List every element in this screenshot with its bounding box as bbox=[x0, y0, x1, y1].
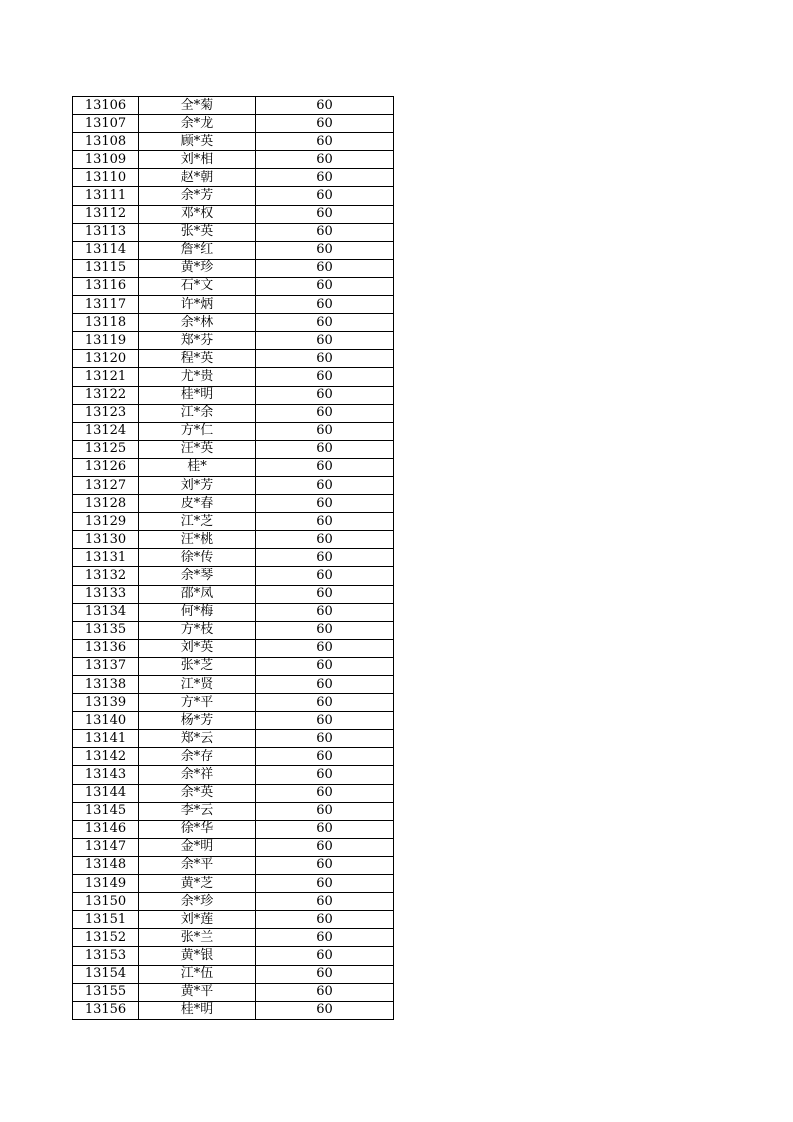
id-cell: 13137 bbox=[73, 657, 139, 675]
id-cell: 13141 bbox=[73, 730, 139, 748]
id-cell: 13121 bbox=[73, 368, 139, 386]
table-row bbox=[73, 476, 394, 494]
table-row bbox=[73, 893, 394, 911]
id-cell: 13151 bbox=[73, 911, 139, 929]
name-cell: 汪*英 bbox=[139, 440, 256, 458]
id-cell: 13148 bbox=[73, 856, 139, 874]
id-cell: 13135 bbox=[73, 621, 139, 639]
table-row bbox=[73, 531, 394, 549]
table-row bbox=[73, 133, 394, 151]
score-cell: 60 bbox=[256, 458, 394, 476]
name-cell: 方*仁 bbox=[139, 422, 256, 440]
id-cell: 13123 bbox=[73, 404, 139, 422]
score-cell: 60 bbox=[256, 802, 394, 820]
score-cell: 60 bbox=[256, 947, 394, 965]
name-cell: 江*贤 bbox=[139, 676, 256, 694]
id-cell: 13134 bbox=[73, 603, 139, 621]
id-cell: 13113 bbox=[73, 223, 139, 241]
table-row bbox=[73, 748, 394, 766]
score-cell: 60 bbox=[256, 748, 394, 766]
id-cell: 13120 bbox=[73, 350, 139, 368]
table-row bbox=[73, 422, 394, 440]
table-row bbox=[73, 911, 394, 929]
id-cell: 13153 bbox=[73, 947, 139, 965]
name-cell: 金*明 bbox=[139, 838, 256, 856]
id-cell: 13110 bbox=[73, 169, 139, 187]
table-row bbox=[73, 929, 394, 947]
name-cell: 李*云 bbox=[139, 802, 256, 820]
score-cell: 60 bbox=[256, 567, 394, 585]
id-cell: 13116 bbox=[73, 277, 139, 295]
table-row bbox=[73, 856, 394, 874]
id-cell: 13107 bbox=[73, 115, 139, 133]
id-cell: 13136 bbox=[73, 639, 139, 657]
table-row bbox=[73, 585, 394, 603]
table-row bbox=[73, 567, 394, 585]
table-row bbox=[73, 983, 394, 1001]
name-cell: 余*芳 bbox=[139, 187, 256, 205]
table-row bbox=[73, 241, 394, 259]
table-row bbox=[73, 115, 394, 133]
table-row bbox=[73, 277, 394, 295]
name-cell: 余*珍 bbox=[139, 893, 256, 911]
id-cell: 13144 bbox=[73, 784, 139, 802]
id-cell: 13129 bbox=[73, 513, 139, 531]
name-cell: 方*平 bbox=[139, 694, 256, 712]
id-cell: 13109 bbox=[73, 151, 139, 169]
name-cell: 程*英 bbox=[139, 350, 256, 368]
table-row bbox=[73, 603, 394, 621]
name-cell: 许*炳 bbox=[139, 296, 256, 314]
table-row bbox=[73, 495, 394, 513]
table-row bbox=[73, 187, 394, 205]
id-cell: 13124 bbox=[73, 422, 139, 440]
name-cell: 徐*华 bbox=[139, 820, 256, 838]
id-cell: 13140 bbox=[73, 712, 139, 730]
table-row bbox=[73, 296, 394, 314]
name-cell: 郑*芬 bbox=[139, 332, 256, 350]
score-cell: 60 bbox=[256, 422, 394, 440]
id-cell: 13118 bbox=[73, 314, 139, 332]
table-row bbox=[73, 223, 394, 241]
table-row bbox=[73, 169, 394, 187]
id-cell: 13132 bbox=[73, 567, 139, 585]
table-row bbox=[73, 621, 394, 639]
name-cell: 汪*桃 bbox=[139, 531, 256, 549]
score-cell: 60 bbox=[256, 296, 394, 314]
score-cell: 60 bbox=[256, 712, 394, 730]
score-cell: 60 bbox=[256, 820, 394, 838]
id-cell: 13139 bbox=[73, 694, 139, 712]
name-cell: 余*龙 bbox=[139, 115, 256, 133]
id-cell: 13146 bbox=[73, 820, 139, 838]
table-row bbox=[73, 332, 394, 350]
name-cell: 尤*贵 bbox=[139, 368, 256, 386]
name-cell: 邵*凤 bbox=[139, 585, 256, 603]
name-cell: 江*芝 bbox=[139, 513, 256, 531]
id-cell: 13155 bbox=[73, 983, 139, 1001]
name-cell: 詹*红 bbox=[139, 241, 256, 259]
score-cell: 60 bbox=[256, 476, 394, 494]
score-cell: 60 bbox=[256, 133, 394, 151]
score-cell: 60 bbox=[256, 531, 394, 549]
score-cell: 60 bbox=[256, 585, 394, 603]
table-row bbox=[73, 838, 394, 856]
id-cell: 13131 bbox=[73, 549, 139, 567]
table-row bbox=[73, 947, 394, 965]
table-row bbox=[73, 314, 394, 332]
name-cell: 余*琴 bbox=[139, 567, 256, 585]
id-cell: 13154 bbox=[73, 965, 139, 983]
id-cell: 13117 bbox=[73, 296, 139, 314]
id-cell: 13119 bbox=[73, 332, 139, 350]
table-row bbox=[73, 820, 394, 838]
score-cell: 60 bbox=[256, 169, 394, 187]
table-row bbox=[73, 404, 394, 422]
name-cell: 杨*芳 bbox=[139, 712, 256, 730]
id-cell: 13122 bbox=[73, 386, 139, 404]
data-table bbox=[72, 96, 394, 1020]
name-cell: 皮*春 bbox=[139, 495, 256, 513]
score-cell: 60 bbox=[256, 151, 394, 169]
table-row bbox=[73, 784, 394, 802]
id-cell: 13112 bbox=[73, 205, 139, 223]
name-cell: 余*林 bbox=[139, 314, 256, 332]
score-cell: 60 bbox=[256, 875, 394, 893]
score-cell: 60 bbox=[256, 603, 394, 621]
name-cell: 赵*朝 bbox=[139, 169, 256, 187]
name-cell: 余*英 bbox=[139, 784, 256, 802]
score-cell: 60 bbox=[256, 911, 394, 929]
id-cell: 13145 bbox=[73, 802, 139, 820]
table-row bbox=[73, 802, 394, 820]
id-cell: 13115 bbox=[73, 259, 139, 277]
score-cell: 60 bbox=[256, 784, 394, 802]
name-cell: 黄*芝 bbox=[139, 875, 256, 893]
score-cell: 60 bbox=[256, 856, 394, 874]
score-cell: 60 bbox=[256, 350, 394, 368]
id-cell: 13133 bbox=[73, 585, 139, 603]
table-row bbox=[73, 368, 394, 386]
name-cell: 刘*相 bbox=[139, 151, 256, 169]
id-cell: 13138 bbox=[73, 676, 139, 694]
score-cell: 60 bbox=[256, 1001, 394, 1019]
table-row bbox=[73, 1001, 394, 1019]
name-cell: 黄*平 bbox=[139, 983, 256, 1001]
score-cell: 60 bbox=[256, 621, 394, 639]
id-cell: 13147 bbox=[73, 838, 139, 856]
score-cell: 60 bbox=[256, 205, 394, 223]
id-cell: 13111 bbox=[73, 187, 139, 205]
name-cell: 余*平 bbox=[139, 856, 256, 874]
table-row bbox=[73, 676, 394, 694]
score-cell: 60 bbox=[256, 549, 394, 567]
id-cell: 13114 bbox=[73, 241, 139, 259]
id-cell: 13108 bbox=[73, 133, 139, 151]
score-cell: 60 bbox=[256, 983, 394, 1001]
name-cell: 顾*英 bbox=[139, 133, 256, 151]
name-cell: 刘*芳 bbox=[139, 476, 256, 494]
name-cell: 全*菊 bbox=[139, 97, 256, 115]
name-cell: 桂*明 bbox=[139, 386, 256, 404]
id-cell: 13127 bbox=[73, 476, 139, 494]
table-row bbox=[73, 386, 394, 404]
id-cell: 13125 bbox=[73, 440, 139, 458]
name-cell: 张*芝 bbox=[139, 657, 256, 675]
table-row bbox=[73, 875, 394, 893]
id-cell: 13152 bbox=[73, 929, 139, 947]
id-cell: 13150 bbox=[73, 893, 139, 911]
name-cell: 余*存 bbox=[139, 748, 256, 766]
table-row bbox=[73, 730, 394, 748]
id-cell: 13106 bbox=[73, 97, 139, 115]
table-row bbox=[73, 440, 394, 458]
id-cell: 13143 bbox=[73, 766, 139, 784]
table-row bbox=[73, 205, 394, 223]
table-row bbox=[73, 458, 394, 476]
table-row bbox=[73, 350, 394, 368]
score-cell: 60 bbox=[256, 929, 394, 947]
score-cell: 60 bbox=[256, 115, 394, 133]
score-cell: 60 bbox=[256, 223, 394, 241]
score-cell: 60 bbox=[256, 277, 394, 295]
name-cell: 张*兰 bbox=[139, 929, 256, 947]
table-row bbox=[73, 259, 394, 277]
score-cell: 60 bbox=[256, 730, 394, 748]
score-cell: 60 bbox=[256, 386, 394, 404]
name-cell: 江*余 bbox=[139, 404, 256, 422]
id-cell: 13149 bbox=[73, 875, 139, 893]
table-row bbox=[73, 657, 394, 675]
name-cell: 郑*云 bbox=[139, 730, 256, 748]
name-cell: 余*祥 bbox=[139, 766, 256, 784]
score-cell: 60 bbox=[256, 241, 394, 259]
table-row bbox=[73, 513, 394, 531]
score-cell: 60 bbox=[256, 332, 394, 350]
score-cell: 60 bbox=[256, 965, 394, 983]
name-cell: 黄*珍 bbox=[139, 259, 256, 277]
score-cell: 60 bbox=[256, 187, 394, 205]
table-body bbox=[73, 97, 394, 1020]
name-cell: 桂*明 bbox=[139, 1001, 256, 1019]
table-row bbox=[73, 97, 394, 115]
name-cell: 江*伍 bbox=[139, 965, 256, 983]
score-cell: 60 bbox=[256, 368, 394, 386]
name-cell: 徐*传 bbox=[139, 549, 256, 567]
score-cell: 60 bbox=[256, 838, 394, 856]
table-row bbox=[73, 151, 394, 169]
name-cell: 石*文 bbox=[139, 277, 256, 295]
score-cell: 60 bbox=[256, 639, 394, 657]
table-row bbox=[73, 712, 394, 730]
score-cell: 60 bbox=[256, 495, 394, 513]
name-cell: 刘*英 bbox=[139, 639, 256, 657]
name-cell: 邓*权 bbox=[139, 205, 256, 223]
score-cell: 60 bbox=[256, 440, 394, 458]
table-row bbox=[73, 965, 394, 983]
id-cell: 13128 bbox=[73, 495, 139, 513]
score-cell: 60 bbox=[256, 694, 394, 712]
table-row bbox=[73, 549, 394, 567]
score-cell: 60 bbox=[256, 513, 394, 531]
name-cell: 张*英 bbox=[139, 223, 256, 241]
table-row bbox=[73, 766, 394, 784]
name-cell: 何*梅 bbox=[139, 603, 256, 621]
table-row bbox=[73, 639, 394, 657]
score-cell: 60 bbox=[256, 657, 394, 675]
name-cell: 黄*银 bbox=[139, 947, 256, 965]
id-cell: 13156 bbox=[73, 1001, 139, 1019]
score-cell: 60 bbox=[256, 314, 394, 332]
name-cell: 刘*莲 bbox=[139, 911, 256, 929]
score-cell: 60 bbox=[256, 676, 394, 694]
score-cell: 60 bbox=[256, 766, 394, 784]
name-cell: 方*枝 bbox=[139, 621, 256, 639]
id-cell: 13130 bbox=[73, 531, 139, 549]
id-cell: 13142 bbox=[73, 748, 139, 766]
id-cell: 13126 bbox=[73, 458, 139, 476]
score-cell: 60 bbox=[256, 404, 394, 422]
table-row bbox=[73, 694, 394, 712]
name-cell: 桂* bbox=[139, 458, 256, 476]
score-cell: 60 bbox=[256, 97, 394, 115]
score-cell: 60 bbox=[256, 259, 394, 277]
score-cell: 60 bbox=[256, 893, 394, 911]
